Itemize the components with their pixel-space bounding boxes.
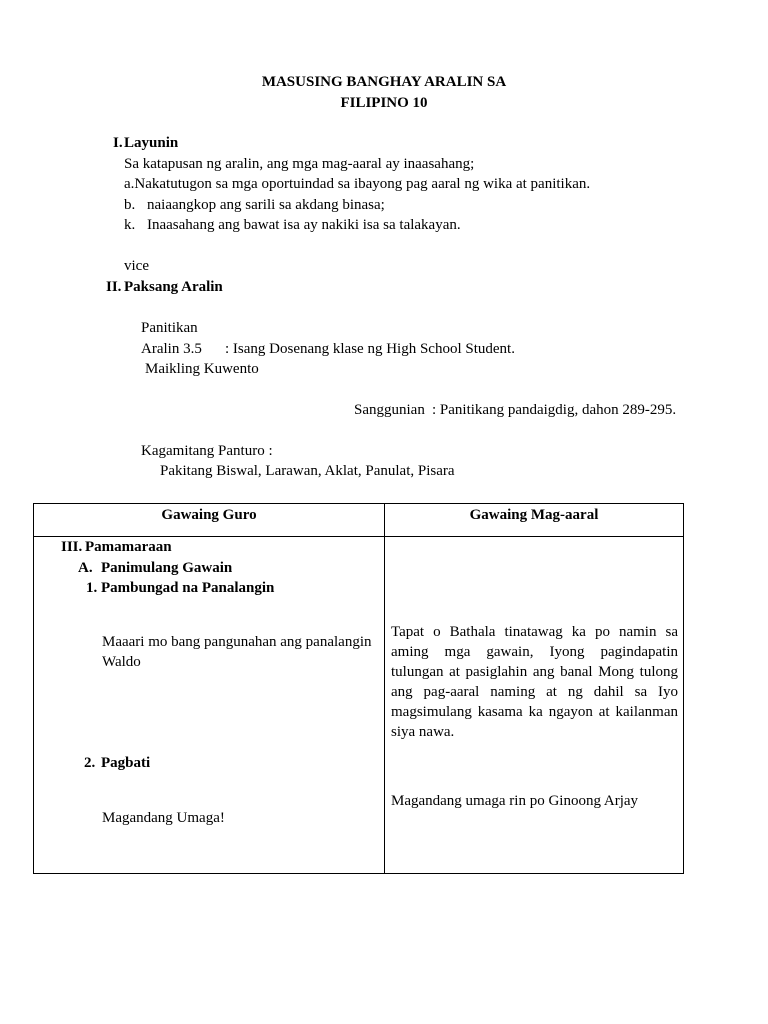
layunin-item-a: a.Nakatutugon sa mga oportuindad sa ibayong pag aaral ng wika at panitikan. (124, 176, 591, 192)
step2-heading: Pagbati (101, 755, 151, 771)
magaaral-panalangin: Tapat o Bathala tinatawag ka po namin sa aming mga gawain, Iyong pagindapatin tulungan at pasiglahin ang banal Mong tulong ang pag-aaral naming at ng dahil sa Iyo magsimulang kasama ka ngayon at kailanman siya nawa. (391, 624, 678, 740)
sub-a-heading: Panimulang Gawain (101, 560, 233, 576)
section-layunin-number: I. (113, 135, 123, 151)
section-pamamaraan-number: III. (61, 539, 83, 555)
layunin-item-b-marker: b. (124, 197, 136, 213)
step2-number: 2. (84, 755, 96, 771)
section-layunin-heading: Layunin (124, 135, 179, 151)
section-paksang-heading: Paksang Aralin (124, 279, 223, 295)
paksang-panitikan: Panitikan (141, 320, 198, 336)
kagamitan-value: Pakitang Biswal, Larawan, Aklat, Panulat, Pisara (160, 463, 455, 479)
layunin-vice: vice (124, 258, 149, 274)
sanggunian-label: Sanggunian (354, 402, 425, 418)
section-paksang-number: II. (106, 279, 122, 295)
layunin-item-b: naiaangkop ang sarili sa akdang binasa; (147, 197, 385, 213)
step1-heading: Pambungad na Panalangin (101, 580, 275, 596)
paksang-aralin-title: : Isang Dosenang klase ng High School Student. (225, 341, 515, 357)
magaaral-pagbati: Magandang umaga rin po Ginoong Arjay (391, 793, 639, 809)
pamamaraan-table (33, 503, 684, 874)
paksang-maikling-kuwento: Maikling Kuwento (145, 361, 259, 377)
table-header-gawaing-guro: Gawaing Guro (161, 507, 257, 523)
step1-number: 1. (86, 580, 98, 596)
sanggunian-value: : Panitikang pandaigdig, dahon 289-295. (432, 402, 677, 418)
layunin-intro: Sa katapusan ng aralin, ang mga mag-aaral ay inaasahang; (124, 156, 475, 172)
paksang-aralin-label: Aralin 3.5 (141, 341, 202, 357)
sub-a-marker: A. (78, 560, 93, 576)
kagamitan-label: Kagamitang Panturo : (141, 443, 273, 459)
table-column-divider (384, 504, 385, 873)
guro-pagbati: Magandang Umaga! (102, 810, 225, 826)
layunin-item-k: Inaasahang ang bawat isa ay nakiki isa sa talakayan. (147, 217, 461, 233)
layunin-item-k-marker: k. (124, 217, 136, 233)
table-header-gawaing-magaaral: Gawaing Mag-aaral (469, 507, 599, 523)
section-pamamaraan-heading: Pamamaraan (85, 539, 172, 555)
guro-panalangin-request: Maaari mo bang pangunahan ang panalangin Waldo (102, 634, 372, 670)
document-title-line2: FILIPINO 10 (340, 95, 428, 111)
document-title-line1: MASUSING BANGHAY ARALIN SA (261, 74, 507, 90)
